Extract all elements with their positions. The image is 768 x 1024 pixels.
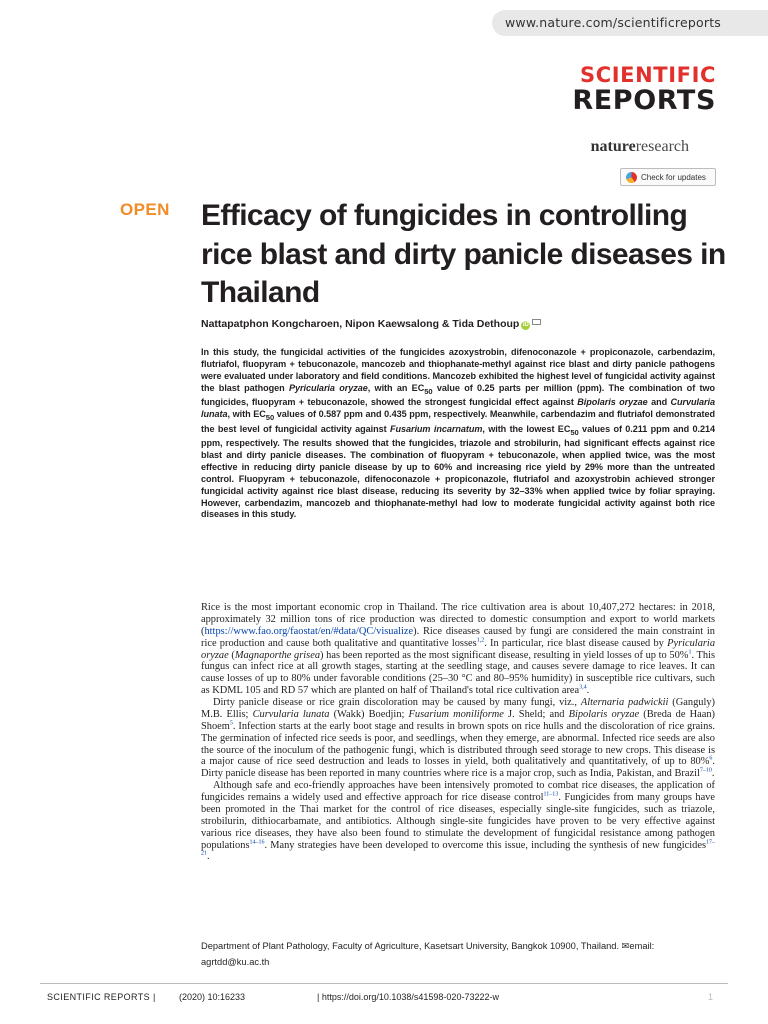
footer-citation: (2020) 10:16233 (179, 992, 246, 1002)
email-icon[interactable] (532, 319, 541, 325)
logo-scientific: SCIENTIFIC (580, 63, 716, 87)
article-title: Efficacy of fungicides in controlling rice blast and dirty panicle diseases in Thailand (201, 199, 726, 309)
body-paragraph: Dirty panicle disease or rice grain discoloration may be caused by many fungi, viz., Alternaria padwickii (Ganguly) M.B. Ellis; Curvularia lunata (Wakk) Boedjin; Fusarium moniliforme J. Sheld; and Bipolaris oryzae (Breda de Haan) Shoem$^5$. Infection starts at the early boot stage and results in brown spots on rice hulls and the discoloration of rice grains. The germination of infected rice seeds is poor, and seedlings, when they emerge, are abnormal. Infected rice seeds are also the source of the inoculum of the pathogenic fungi, which is distributed through seed storage to new crops. This disease is a major cause of rice seed destruction and leads to losses in yield, both qualitatively and quantitatively, of up to 80%$^6$. Dirty panicle disease has been reported in many countries where rice is a major crop, such as India, Pakistan, and Brazil$^{7-10}$. (201, 697, 715, 780)
abstract: In this study, the fungicidal activities of the fungicides azoxystrobin, difenoconazole + propiconazole, carbendazim, flutriafol, fluopyram + tebuconazole, mancozeb and thiophanate-methyl against rice blast and dirty panicle pathogens were evaluated under laboratory and field conditions. Mancozeb exhibited the highest level of fungicidal activity against the blast pathogen Pyricularia oryzae, with an $EC_{50}$ value of 0.25 parts per million (ppm). The combination of two fungicides, fluopyram + tebuconazole, showed the strongest fungicidal effect against Bipolaris oryzae and Curvularia lunata, with $EC_{50}$ values of 0.587 ppm and 0.435 ppm, respectively. Meanwhile, carbendazim and flutriafol demonstrated the best level of fungicidal activity against Fusarium incarnatum, with the lowest $EC_{50}$ values of 0.211 ppm and 0.214 ppm, respectively. The results showed that the fungicides, triazole and strobilurin, had significant effects against rice blast and dirty panicle diseases. The combination of fluopyram + tebuconazole, when applied twice, was the most effective in reducing dirty panicle disease by up to 60% and increasing rice yield by 29% more than the untreated control. Fluopyram + tebuconazole, difenoconazole + propiconazole, flutriafol and azoxystrobin achieved stronger fungicidal activity against rice blast disease, reducing its severity by 32–33% when applied twice by foliar spraying. However, carbendazim, mancozeb and thiophanate-methyl had low to moderate fungicidal activity against both rice diseases in this study. (201, 347, 715, 520)
orcid-icon[interactable]: iD (522, 322, 529, 328)
faostat-link[interactable]: https://www.fao.org/faostat/en/#data/QC/visualize (204, 625, 414, 637)
check-for-updates-label: Check for updates (641, 172, 706, 182)
check-for-updates-button[interactable] (620, 168, 716, 186)
journal-url[interactable]: www.nature.com/scientificreports (505, 15, 722, 30)
affiliation: Department of Plant Pathology, Faculty of Agriculture, Kasetsart University, Bangkok 10900, Thailand. ✉email: agrtdd@ku.ac.th (201, 941, 655, 967)
publisher-bold: nature (590, 138, 636, 155)
body-text (201, 602, 715, 863)
footer-journal: SCIENTIFIC REPORTS | (47, 992, 156, 1002)
open-access-label: OPEN (120, 200, 170, 219)
body-paragraph: Although safe and eco-friendly approaches have been intensively promoted to combat rice diseases, the application of fungicides remains a widely used and effective approach for rice disease control$^{11-13}$. Fungicides from many groups have been promoted in the Thai market for the control of rice diseases, especially single-site fungicides, such as triazole, strobilurin, dithiocarbamate, and antibiotics. Although single-site fungicides have proven to be very effective against various rice diseases, they have also been found to stimulate the development of fungicidal resistance among pathogen populations$^{14-16}$. Many strategies have been developed to overcome this issue, including the synthesis of new fungicides$^{17-21}$. (201, 780, 715, 863)
footer-divider (40, 983, 728, 984)
footer-doi[interactable]: | https://doi.org/10.1038/s41598-020-73222-w (317, 992, 499, 1002)
crossmark-icon (626, 172, 637, 183)
author-list (201, 318, 741, 330)
body-paragraph: Rice is the most important economic crop in Thailand. The rice cultivation area is about 10,407,272 hectares: in 2018, approximately 32 million tons of rice production was directed to domestic consumption and export to world markets (https://www.fao.org/faostat/en/#data/QC/visualize). Rice diseases caused by fungi are considered the main constraint in rice production and cause both qualitative and quantitative losses$^{1,2}$. In particular, rice blast disease caused by Pyricularia oryzae (Magnaporthe grisea) has been reported as the most significant disease, resulting in yield losses of up to 50%$^1$. This fungus can infect rice at all growth stages, starting at the seedling stage, and causes severe damage to rice leaves. It can cause losses of up to 80% under favorable conditions (25–30 °C and 80–95% humidity) in susceptible rice cultivars, such as KDML 105 and RD 57 which are planted on half of Thailand's total rice cultivation area$^{3,4}$. (201, 602, 716, 697)
page-number: 1 (708, 992, 714, 1002)
logo-reports: REPORTS (572, 85, 716, 116)
publisher-logo (556, 138, 689, 156)
author-names: Nattapatphon Kongcharoen, Nipon Kaewsalong & Tida Dethoup (201, 318, 520, 330)
publisher-light: research (635, 138, 689, 155)
